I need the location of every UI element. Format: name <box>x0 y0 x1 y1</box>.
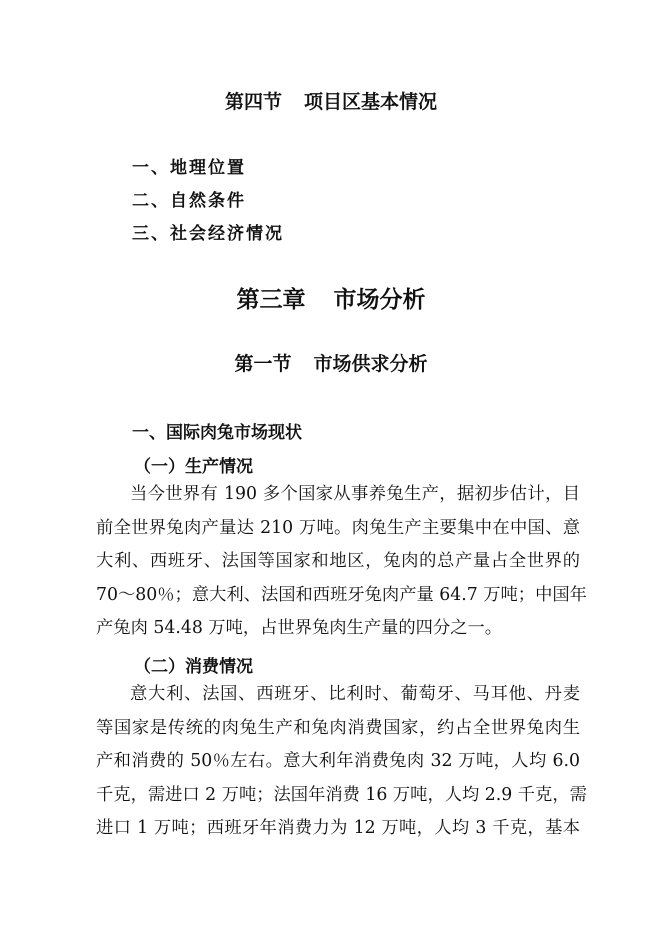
paragraph-consumption <box>96 678 587 846</box>
paragraph-line: 大利、西班牙、法国等国家和地区，兔肉的总产量占全世界的 <box>96 551 580 571</box>
paragraph-line: 当今世界有 190 多个国家从事养兔生产，据初步估计，目 <box>130 484 580 504</box>
toc-item-natural-conditions: 二、自然条件 <box>132 191 246 211</box>
chapter-3-number: 第三章 <box>236 287 306 313</box>
section-4-heading <box>0 87 662 114</box>
chapter-3-heading <box>0 281 662 314</box>
section-1-number: 第一节 <box>234 353 292 375</box>
section-4-number: 第四节 <box>224 91 282 113</box>
subheading-consumption: （二）消费情况 <box>134 657 253 677</box>
toc-item-location: 一、地理位置 <box>132 158 246 178</box>
heading-intl-rabbit-market: 一、国际肉兔市场现状 <box>132 423 302 443</box>
toc-item-socioeconomic: 三、社会经济情况 <box>132 224 284 244</box>
paragraph-line: 前全世界兔肉产量达 210 万吨。肉兔生产主要集中在中国、意 <box>96 517 580 538</box>
paragraph-line: 意大利、法国、西班牙、比利时、葡萄牙、马耳他、丹麦 <box>130 684 580 704</box>
section-1-title: 市场供求分析 <box>313 353 428 375</box>
paragraph-line: 产和消费的 50％左右。意大利年消费兔肉 32 万吨，人均 6.0 <box>96 751 580 771</box>
paragraph-line: 等国家是传统的肉兔生产和兔肉消费国家，约占全世界兔肉生 <box>96 717 580 738</box>
chapter-3-title: 市场分析 <box>333 287 426 313</box>
section-4-title: 项目区基本情况 <box>304 91 438 113</box>
paragraph-line: 进口 1 万吨；西班牙年消费力为 12 万吨，人均 3 千克，基本 <box>96 818 580 838</box>
paragraph-line: 产兔肉 54.48 万吨，占世界兔肉生产量的四分之一。 <box>96 618 503 638</box>
paragraph-line: 70～80％；意大利、法国和西班牙兔肉产量 64.7 万吨；中国年 <box>96 584 587 605</box>
paragraph-line: 千克，需进口 2 万吨；法国年消费 16 万吨，人均 2.9 千克，需 <box>96 784 587 805</box>
section-1-heading <box>0 349 662 376</box>
paragraph-production <box>96 478 587 646</box>
subheading-production: （一）生产情况 <box>134 457 253 477</box>
